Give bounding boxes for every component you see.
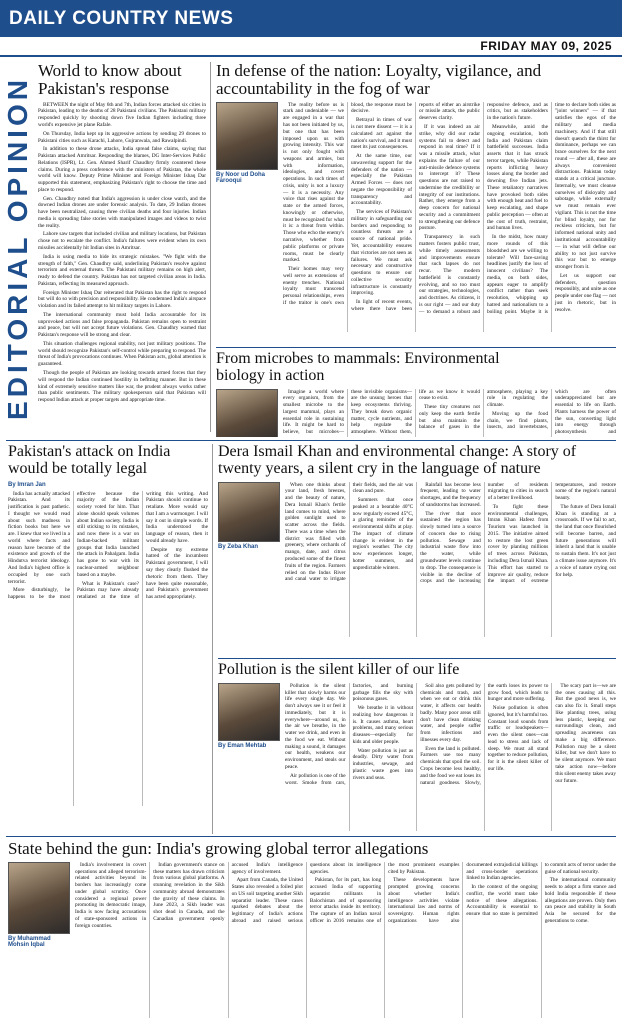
article-headline: From microbes to mammals: Environmental biology in action	[216, 351, 500, 384]
article-paragraph: This situation challenges regional stability, not just military positions. The world should recognize Pakistan's self-control while preparing to respond. The threat of India's provocations continues. When Pakistan acts, global attention is guaranteed.	[38, 340, 206, 368]
article-paragraph: Pollution is the silent killer that slowly harms our life every single day. We don't always see it or feel it immediately, but it is everywhere—around us, in the air we breathe, in the water we drink, and even in the food we eat. Without making a sound, it damages our health, weakens our environment, and steals our peace.	[285, 682, 346, 770]
masthead	[0, 0, 622, 37]
article-body	[285, 482, 616, 637]
article-paragraph: The international community needs to adopt a firm stance and hold India responsible if these allegations are proven. Only then can peace and stability in South Asia be secured for the generations to come.	[544, 877, 616, 924]
article-paragraph: Their homes may very well serve as extensions of enemy trenches. National loyalty must transcend personal relationships, even if the traitor is one's own blood, the response must be decisive.	[283, 101, 412, 306]
article-paragraph: Though the people of Pakistan are looking towards armed forces that they will respond the Indian continued hostility in befitting manner. But in these kind of extremely sensitive matters like war, the prudent always works rather than public sentiments. The military spokesperson said that Pakistan will respond Indian attack at proper targets and appropriate time.	[38, 370, 206, 404]
article-headline: In defense of the nation: Loyalty, vigilance, and accountability in the fog of war	[216, 62, 542, 98]
author-photo	[216, 389, 278, 437]
article-paragraph: Indian government's stance on these matters has drawn criticism from various global platforms. A stunning revelation in the Sikh community abroad demonstrates the gravity of these claims. In June 2023, a Sikh leader was shot dead in Canada, and the Canadian government openly accused India's intelligence agency of involvement.	[153, 861, 303, 922]
section-divider	[6, 836, 616, 837]
author-block	[8, 862, 70, 951]
article-dera-ismail-khan	[218, 444, 616, 656]
article-paragraph: In addition to these drone attacks, India spread false claims, saying that Pakistan attacked Amritsar. Responding the blames, DG Inter-Services Public Relations (ISPR), Lt. Gen. Ahmed Sharif Chaudhry firmly countered these claims. During a press conference with the ministers of Pakistan, the whole world will know. Deputy Prime Minister and Foreign Minister Ishaq Dar supported this statement, emphasizing Pakistan's right to choose the time and place to respond.	[38, 146, 206, 193]
author-photo	[218, 683, 280, 741]
article-paragraph: Let us support our defenders, question responsibly, and unite as one people under one flag — not just in rhetoric, but in resolve.	[555, 272, 616, 313]
column-divider	[212, 444, 213, 834]
article-paragraph: Foreign Minister Ishaq Dar reiterated that Pakistan has the right to respond but will do so with precision and responsibility. He condemned India's airspace violation and its failed attempt to hit military targets in Lahore.	[38, 289, 206, 310]
section-label-text: EDITORIAL OPINION	[2, 75, 34, 420]
article-paragraph: To fight these environmental challenges, Imran Khan Hafeez from Tourism was launched in 2015. The initiative aimed to restore the lost green cover by planting millions of trees across Pakistan, including Dera Ismail Khan. This effort has started to improve air quality, reduce the impact of extreme temperatures, and restore some of the region's natural beauty.	[487, 481, 616, 585]
article-defense-of-nation	[216, 62, 616, 345]
article-paragraph: In the context of the ongoing conflict, the world must take notice of these allegations. Accountability is essential to ensure that no state is permitted to commit acts of terror under the guise of national security.	[466, 861, 616, 918]
article-paragraph: Water pollution is just as deadly. Dirty water from industries, sewage, and plastic waste goes into rivers and seas.	[352, 747, 414, 781]
article-paragraph: Imagine a world where every organism, from the smallest microbe to the largest mammal, plays an essential role in sustaining life. It might be hard to believe, but microbes—these invisible organisms—are the unsung heroes that keep ecosystems thriving. They break down organic matter, cycle nutrients, and help regulate the atmosphere. Without them, life as we know it would cease to exist.	[283, 388, 480, 436]
article-paragraph: What is Pakistan's case? Pakistan may have already retaliated at the time of writing this writing. And Pakistan should continue to retaliate. More would say that I am a warmonger. I will say it out in simple words. If India understood the language of reason, then it would already have.	[77, 490, 208, 601]
column-divider	[210, 62, 211, 432]
article-body	[38, 102, 206, 404]
article-paragraph: Meanwhile, amid the ongoing escalation, both India and Pakistan claim battlefield successes. India asserts that it has struck terror targets, while Pakistan reports inflicting heavy losses along the border and downing five Indian jets. These retaliatory narratives have provoked both sides with enough heat and fuel to keep escalating, and shape public perception — often at the cost of truth, restraint, and human lives.	[487, 123, 548, 232]
article-state-behind-gun	[8, 840, 616, 1020]
author-block	[216, 102, 278, 187]
author-photo	[218, 482, 280, 542]
article-paragraph: The future of Dera Ismail Khan is standing at a crossroads. If we fail to act, the land that once flourished will become barren, and future generations will inherit a land that is unable to sustain them. It's not just a climate issue anymore. It's a voice of nature crying out for help.	[555, 503, 616, 578]
article-paragraph: The international community must hold India accountable for its unprovoked actions and false propaganda. Pakistan remains open to restraint and peace, but will not accept future violations. Gen. Chaudhry warned that Pakistan's response will be strong and clear.	[38, 311, 206, 339]
article-paragraph: These tiny creatures not only keep the earth fertile but also maintain the balance of gases in the atmosphere, playing a key role in regulating the climate.	[419, 388, 548, 431]
section-divider	[218, 658, 616, 659]
article-paragraph: If it was indeed an air strike, why did our radar systems fail to detect and respond in real time? If it was a missile attack, what explains the failure of our anti-missile defence systems to intercept it? These questions are not raised to undermine the credibility or integrity of our institutions. Rather, they emerge from a deep concern for national security and a commitment to strengthening our defence posture.	[419, 123, 480, 232]
article-paragraph: India's involvement in covert operations and alleged terrorism-related activities beyond its borders has increasingly come under global scrutiny. Once considered a regional power promoting its democratic image, India is now facing accusations of state-sponsored actions in foreign countries.	[75, 861, 147, 929]
article-paragraph: Pakistan, for its part, has long accused India of supporting separatist militants in Balochistan and of sponsoring terror attacks inside its territory. The capture of an Indian naval officer in 2016 remains one of the most prominent examples cited by Pakistan.	[309, 861, 460, 924]
article-body	[283, 389, 616, 437]
author-photo	[216, 102, 278, 170]
article-paragraph: When one thinks about your land, fresh breezes, and the beauty of nature, Dera Ismail Khan's fertile land comes to mind, where golden sunlight used to scatter across the fields. There was a time when the district was filled with greenery, where orchards of mango, date, and citrus produced some of the finest fruits of the region. Farmers relied on the Indus River and canal water to irrigate their fields, and the air was clean and pure.	[285, 481, 414, 583]
article-body	[283, 102, 616, 332]
article-microbes-to-mammals	[216, 351, 616, 437]
article-paragraph: BETWEEN the night of May 6th and 7th, Indian forces attacked six cities in Pakistan, leading to the deaths of 28 Pakistani civilians. The Pakistani military responded quickly by shooting down five Indian fighters including three world's expensive jet plane Rafale.	[38, 101, 206, 128]
article-paragraph: We breathe it in without realizing how dangerous it is. It causes asthma, heart problems, and many serious diseases—especially for kids and older people.	[352, 705, 414, 745]
article-paragraph: Moving up the food chain, we find plants, insects, and invertebrates, which are often underappreciated but are essential to life on Earth. Plants harness the power of the sun, converting light into energy through photosynthesis and	[487, 388, 616, 436]
article-paragraph: Summers that once peaked at a bearable 40°C now regularly exceed 45°C, a glaring reminder of the environmental shifts at play. The impact of climate change is evident in the region's weather. The city now experiences longer, hotter summers, and unpredictable winters.	[352, 497, 414, 571]
article-body	[285, 683, 616, 831]
article-paragraph: Noise pollution is often ignored, but it's harmful too. Constant loud sounds from traffic or loudspeakers—even the silent ones—can lead to stress and lack of sleep. We must all stand together to reduce pollution, for it is the silent killer of our life.	[487, 705, 549, 772]
article-paragraph: These developments have prompted growing concerns about whether India's intelligence activities violate international law and norms of sovereignty. Human rights organizations have also documented extrajudicial killings and cross-border operations linked to Indian agencies.	[388, 861, 538, 924]
issue-date: FRIDAY MAY 09, 2025	[480, 39, 612, 53]
article-byline: By Eman Mehtab	[218, 742, 267, 749]
article-pollution	[218, 662, 616, 834]
article-paragraph: Apart from Canada, the United States also revealed a foiled plot on US soil targeting another Sikh separatist leader. These cases sparked debates about the legitimacy of India's actions abroad and raised serious questions about its intelligence agencies.	[231, 861, 382, 924]
article-paragraph: Betrayal in times of war is not mere dissent — it is a calculated act against the nation's survival, and it must meet its just consequences.	[351, 117, 412, 151]
article-paragraph: Transparency in such matters fosters public trust, while timely assessments and improvements ensure that such lapses do not recur. The modern battlefield is constantly evolving, and so too must our strategies, technologies, and doctrines. As citizens, it is our right — and our duty — to demand a robust and responsive defence, and as critics, but as stakeholders in the nation's future.	[419, 101, 548, 315]
article-headline: Dera Ismail Khan and environmental change: A story of twenty years, a silent cry in the language of nature	[218, 444, 577, 477]
article-headline: State behind the gun: India's growing global terror allegations	[8, 840, 429, 858]
section-divider	[216, 347, 616, 348]
article-headline: Pollution is the silent killer of our life	[218, 662, 460, 678]
article-paragraph: Even the land is polluted. Farmers use too many chemicals that spoil the soil. Crops become less healthy, and the food we eat loses its natural goodness. Slowly, the earth loses its power to grow food, which leads to hunger and more suffering.	[420, 682, 549, 786]
article-headline: Pakistan's attack on India would be totally legal	[8, 444, 171, 477]
article-paragraph: More disturbingly, he happens to be the most effective because the majority of the Indian society voted for him. That alone should speak volumes about Indian society. India is still sticking to its mistakes, and now there is a war on Indian-backed militant groups that India launched the attack in Pahalgam. India has gone to war with its nuclear-armed neighbour based on a maybe.	[8, 490, 139, 601]
article-body	[75, 862, 616, 1018]
article-paragraph: Air pollution is one of the worst. Smoke from cars, factories, and burning garbage fills the sky with poisonous gases.	[285, 682, 414, 786]
article-byline: By Muhammad Mohsin Iqbal	[8, 935, 51, 948]
author-block	[218, 482, 280, 553]
article-paragraph: Lahore saw targets that included civilian and military locations, but Pakistan chose not to escalate the conflict. India's failures were evident when its own missiles accidentally hit Indian sites in Amritsar.	[38, 231, 206, 251]
article-pakistan-attack-legal	[8, 444, 208, 834]
article-paragraph: The scary part is—we are the ones causing all this. But the good news is, we can also fix it. Small steps like planting trees, using less plastic, keeping our surroundings clean, and spreading awareness can make a big difference. Pollution may be a silent killer, but we don't have to be silent anymore. We must take action now—before this silent enemy takes away our future.	[555, 682, 616, 784]
article-paragraph: The services of Pakistan's military in safeguarding our borders and responding to countless threats are a source of national pride. Yet, accountability ensures that victories are not seen as failures. We must ask necessary and constructive questions to ensure our collective security infrastructure is constantly improving.	[351, 209, 412, 297]
article-paragraph: Gen. Chaudhry noted that India's aggression is under close watch, and the downed Indian drones are under forensic analysis. To date, 29 Indian drones have been neutralized, causing three civilian deaths and four injuries. Indian media is spreading false stories with manipulated images and videos to twist the reality.	[38, 195, 206, 229]
article-paragraph: Soil also gets polluted by chemicals and trash, and when we eat or drink this water, it affects our health badly. Many poor areas still don't have clean drinking water, and people suffer from infections and illnesses every day.	[420, 682, 481, 743]
article-paragraph: Despite my extreme hatred of the incumbent Pakistani government, I will say they clearly flushed the rhetoric from them. They have been quite reasonable, and Pakistan's government has acted appropriately.	[146, 546, 208, 601]
dateline	[0, 37, 622, 57]
section-label	[4, 60, 32, 435]
article-paragraph: On Thursday, India kept up its aggressive actions by sending 29 drones to Pakistani cities such as Karachi, Lahore, Gujranwala, and Rawalpindi.	[38, 130, 206, 144]
article-paragraph: In light of recent events, where there have been reports of either an airstrike or missile attack, the public deserves clarity.	[351, 101, 480, 312]
article-paragraph: The river that once sustained the region has slowly turned into a source of concern due to rising pollution. Sewage and industrial waste flow into the water, while groundwater levels continue to drop. The consequence is visible in the decline of crops and the increasing number of residents migrating to cities in search of a better livelihood.	[420, 481, 549, 585]
newspaper-name: DAILY COUNTRY NEWS	[9, 8, 234, 29]
author-photo	[8, 862, 70, 934]
article-pakistan-response	[38, 62, 206, 432]
article-body	[8, 491, 208, 806]
article-byline: By Noor ud Doha Farooqui	[216, 171, 265, 184]
article-headline: World to know about Pakistan's response	[38, 62, 182, 98]
article-paragraph: At the same time, our unwavering support for the defenders of the nation — especially the Pakistan Armed Forces — does not negate the responsibility of transparency and accountability.	[351, 153, 412, 207]
article-byline: By Imran Jan	[8, 481, 46, 488]
article-paragraph: India has actually attacked Pakistan. And its justification is past pathetic. I thought we would read about such madness in fiction books but here we are. I knew that we lived in a world where facts and reason have become of the existence and growth of the Hindutva terrorist ideology. And India's highest office is occupied by one such terrorist.	[8, 490, 70, 585]
article-paragraph: In the midst, how many more rounds of this bloodshed are we willing to tolerate? Will face-saving headlines justify the loss of innocent civilians? The media, on both sides, appears eager to amplify conflict rather than seek resolution, whipping up hatred and nationalism to a boiling point. Maybe it is time to declare both sides as "joint winners" — if that satisfies the egos of the military and media machinery. And if that still doesn't quench the thirst for dominance, perhaps we can brace ourselves for the next round — after all, these are always convenient distractions. Pakistan today stands at a critical juncture. Internally, we must cleanse ourselves of disloyalty and sabotage, while externally we must remain ever vigilant. This is not the time for blind loyalty, nor for reckless criticism, but for informed national unity and institutional accountability — in what will define our ability to not just survive this war but to emerge stronger from it.	[487, 101, 616, 315]
author-block	[216, 389, 278, 437]
author-block	[218, 683, 280, 752]
article-paragraph: Rainfall has become less frequent, leading to water shortages, and the frequency of sandstorms has increased.	[420, 481, 481, 508]
article-paragraph: The reality before us is stark and undeniable — we are engaged in a war that has not been initiated by us, but one that has been imposed upon us with growing intensity. This war is not only fought with weapons and armies, but with information, ideologies, and covert operations. In such times of crisis, unity is not a luxury — it is a necessity. Any voice that rises against the state or the armed forces, knowingly or otherwise, must be recognized for what it is: a threat from within. Those who echo the enemy's narrative, whether from public platforms or private rooms, must be clearly marked.	[283, 101, 344, 264]
section-divider	[6, 440, 616, 441]
article-paragraph: India is using media to hide its strategic mistakes. "We fight with the strength of faith," Gen. Chaudhry said, underlining Pakistan's resolve against terrorism and external threats. The Pakistani military remains on high alert, ready to defend the country. Pakistan has not targeted civilian areas in India. Pakistan, reflecting its measured approach.	[38, 253, 206, 287]
article-byline: By Zeba Khan	[218, 543, 259, 550]
